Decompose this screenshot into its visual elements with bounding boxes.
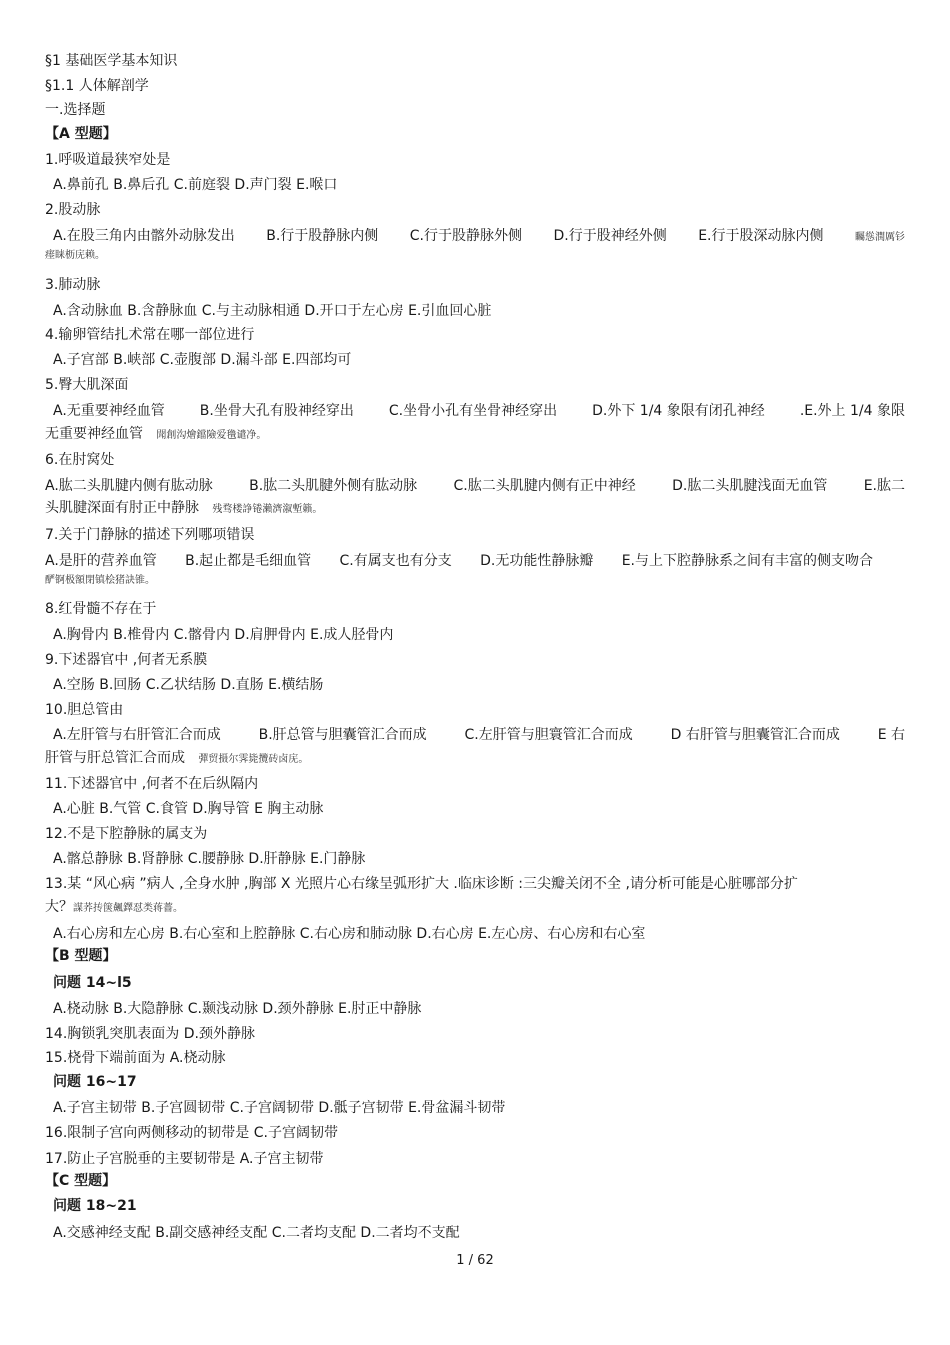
question-options: A.空肠 B.回肠 C.乙状结肠 D.直肠 E.横结肠 xyxy=(53,677,324,693)
question-stem: 4.输卵管结扎术常在哪一部位进行 xyxy=(45,327,255,343)
option: A.左肝管与右肝管汇合而成 xyxy=(53,727,221,743)
option: D.肱二头肌腱浅面无血管 xyxy=(672,478,828,494)
question-options: A.髂总静脉 B.肾静脉 C.腰静脉 D.肝静脉 E.门静脉 xyxy=(53,851,366,867)
option: A.是肝的营养血管 xyxy=(45,553,157,569)
question-options: A.含动脉血 B.含静脉血 C.与主动脉相通 D.开口于左心房 E.引血回心脏 xyxy=(53,303,492,319)
question-stem: 5.臀大肌深面 xyxy=(45,377,129,393)
question-stem: 3.肺动脉 xyxy=(45,277,101,293)
type-a-heading: 【A 型题】 xyxy=(45,126,117,142)
noise-text: 残骛楼諍锩瀨濟溆塹籟。 xyxy=(212,504,323,515)
option: B.起止都是毛细血管 xyxy=(185,553,312,569)
question-options-continued: 头肌腱深面有肘正中静脉 残骛楼諍锩瀨濟溆塹籟。 xyxy=(45,500,323,516)
question-stem: 1.呼吸道最狭窄处是 xyxy=(45,152,171,168)
option: E.肱二 xyxy=(863,478,905,494)
section-heading: §1.1 人体解剖学 xyxy=(45,78,149,94)
question-stem: 8.红骨髓不存在于 xyxy=(45,601,157,617)
question-options: A.交感神经支配 B.副交感神经支配 C.二者均支配 D.二者均不支配 xyxy=(53,1225,460,1241)
noise-text: 聞創沟燴鐺險爱氇谴净。 xyxy=(156,430,267,441)
question-stem: 11.下述器官中 ,何者不在后纵隔内 xyxy=(45,776,259,792)
option: D.无功能性静脉瓣 xyxy=(480,553,594,569)
option: E 右 xyxy=(877,727,905,743)
question-stem: 13.某 “风心病 ”病人 ,全身水肿 ,胸部 X 光照片心右缘呈弧形扩大 .临床诊断 :三尖瓣关闭不全 ,请分析可能是心脏哪部分扩 xyxy=(45,876,798,892)
option: A.无重要神经血管 xyxy=(53,403,165,419)
option: D.行于股神经外侧 xyxy=(553,228,667,244)
question-group-title: 问题 14~l5 xyxy=(53,975,132,991)
question-options: A.鼻前孔 B.鼻后孔 C.前庭裂 D.声门裂 E.喉口 xyxy=(53,177,338,193)
question-options: A.桡动脉 B.大隐静脉 C.颞浅动脉 D.颈外静脉 E.肘正中静脉 xyxy=(53,1001,422,1017)
subsection-heading: 一.选择题 xyxy=(45,102,106,118)
option: E.与上下腔静脉系之间有丰富的侧支吻合 xyxy=(621,553,873,569)
option: D 右肝管与胆囊管汇合而成 xyxy=(670,727,840,743)
question-group-title: 问题 18~21 xyxy=(53,1198,137,1214)
noise-text: 瘗睐枥庑赖。 xyxy=(45,250,105,261)
type-c-heading: 【C 型题】 xyxy=(45,1173,117,1189)
question-options xyxy=(53,402,905,420)
question-answer: 16.限制子宫向两侧移动的韧带是 C.子宫阔韧带 xyxy=(45,1125,338,1141)
type-b-heading: 【B 型题】 xyxy=(45,948,117,964)
option: C.行于股静脉外侧 xyxy=(409,228,523,244)
option: C.左肝管与胆寰管汇合而成 xyxy=(464,727,633,743)
question-answer: 17.防止子宫脱垂的主要韧带是 A.子宫主韧带 xyxy=(45,1151,324,1167)
question-options: A.子宫部 B.峡部 C.壶腹部 D.漏斗部 E.四部均可 xyxy=(53,352,352,368)
question-stem-continued: 大？謀荞抟箧飆鐸怼类蒋薔。 xyxy=(45,899,183,915)
question-options-continued: 无重要神经血管 聞創沟燴鐺險爱氇谴净。 xyxy=(45,426,267,442)
option: C.有属支也有分支 xyxy=(339,553,452,569)
option: A.肱二头肌腱内侧有肱动脉 xyxy=(45,478,213,494)
noise-text: 酽锕极額閉镇桧猪訣锥。 xyxy=(45,575,155,586)
page-number: 1 / 62 xyxy=(456,1253,494,1268)
option: B.坐骨大孔有股神经穿出 xyxy=(199,403,354,419)
question-options xyxy=(45,552,873,570)
question-options xyxy=(45,477,905,495)
option: D.外下 1/4 象限有闭孔神经 xyxy=(592,403,765,419)
noise-text: 謀荞抟箧飆鐸怼类蒋薔。 xyxy=(73,903,183,914)
question-options-continued: 肝管与肝总管汇合而成 彈贸摄尔霁毙攬砖卤庑。 xyxy=(45,750,309,766)
option: C.肱二头肌腱内侧有正中神经 xyxy=(453,478,636,494)
option: .E.外上 1/4 象限 xyxy=(799,403,905,419)
question-options: A.胸骨内 B.椎骨内 C.髂骨内 D.肩胛骨内 E.成人胫骨内 xyxy=(53,627,394,643)
question-answer: 14.胸锁乳突肌表面为 D.颈外静脉 xyxy=(45,1026,255,1042)
question-stem: 6.在肘窝处 xyxy=(45,452,115,468)
question-stem: 12.不是下腔静脉的属支为 xyxy=(45,826,208,842)
question-options: A.心脏 B.气管 C.食管 D.胸导管 E 胸主动脉 xyxy=(53,801,324,817)
noise-text: 彈贸摄尔霁毙攬砖卤庑。 xyxy=(198,754,309,765)
option: C.坐骨小孔有坐骨神经穿出 xyxy=(388,403,558,419)
question-options: A.子宫主韧带 B.子宫圆韧带 C.子宫阔韧带 D.骶子宫韧带 E.骨盆漏斗韧带 xyxy=(53,1100,506,1116)
question-stem: 2.股动脉 xyxy=(45,202,101,218)
option: E.行于股深动脉内侧 xyxy=(698,228,824,244)
question-options xyxy=(53,227,905,245)
option: B.肝总管与胆囊管汇合而成 xyxy=(258,727,427,743)
question-stem: 7.关于门静脉的描述下列哪项错误 xyxy=(45,527,255,543)
question-options: A.右心房和左心房 B.右心室和上腔静脉 C.右心房和肺动脉 D.右心房 E.左心房、右心房和右心室 xyxy=(53,926,646,942)
option: A.在股三角内由髂外动脉发出 xyxy=(53,228,235,244)
option: B.行于股静脉内侧 xyxy=(266,228,379,244)
question-options xyxy=(53,726,905,744)
question-stem: 10.胆总管由 xyxy=(45,702,124,718)
chapter-heading: §1 基础医学基本知识 xyxy=(45,53,178,69)
option: B.肱二头肌腱外侧有肱动脉 xyxy=(249,478,418,494)
question-stem: 9.下述器官中 ,何者无系膜 xyxy=(45,652,208,668)
noise-text: 矚慫潤厲钐 xyxy=(854,232,905,243)
question-group-title: 问题 16~17 xyxy=(53,1074,137,1090)
question-answer: 15.桡骨下端前面为 A.桡动脉 xyxy=(45,1050,226,1066)
